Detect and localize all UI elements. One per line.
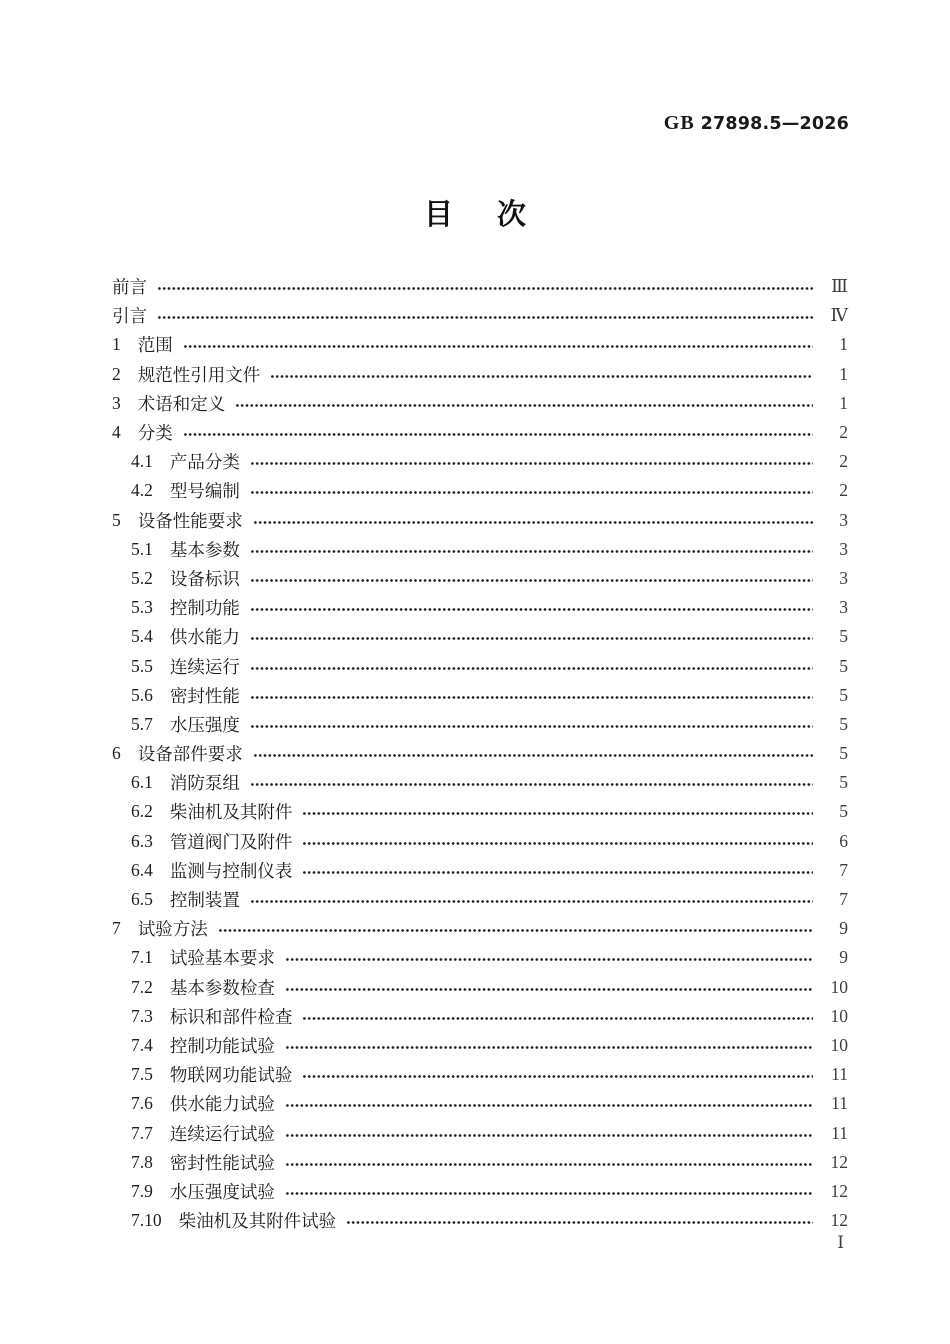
toc-page-number: 11 (831, 1122, 848, 1143)
dot-leader (250, 606, 813, 613)
footer-page-number: Ⅰ (837, 1233, 844, 1252)
toc-page-number: 5 (839, 743, 848, 764)
toc-page-number: 5 (839, 801, 848, 822)
toc-entry-label: 标识和部件检查 (169, 1006, 293, 1027)
toc-entry-label: 设备部件要求 (137, 744, 243, 765)
toc-row (112, 506, 848, 535)
page-title: 目 次 (423, 197, 527, 231)
toc-row (112, 827, 848, 856)
toc-row (112, 593, 848, 622)
toc-row (112, 710, 848, 739)
toc-entry-label: 物联网功能试验 (169, 1065, 293, 1086)
toc-row (112, 1206, 848, 1235)
dot-leader (302, 810, 813, 817)
toc-row (112, 272, 848, 301)
dot-leader (285, 1190, 813, 1197)
dot-leader (157, 314, 813, 321)
toc-row (112, 1089, 848, 1118)
toc-row (112, 1002, 848, 1031)
dot-leader (218, 927, 813, 934)
toc-page-number: 12 (830, 1180, 848, 1201)
toc-entry-label: 试验基本要求 (169, 948, 275, 969)
toc-entry-number: 7.8 (131, 1151, 153, 1172)
toc-entry-number: 5.2 (131, 567, 153, 588)
toc-row (112, 301, 848, 330)
toc-page-number: 1 (839, 334, 848, 355)
toc-page-number: 11 (831, 1064, 848, 1085)
toc-row (112, 622, 848, 651)
toc-row (112, 418, 848, 447)
dot-leader (250, 898, 813, 905)
toc-page-number: 5 (839, 684, 848, 705)
dot-leader (253, 752, 813, 759)
toc-row (112, 330, 848, 359)
dot-leader (285, 1044, 813, 1051)
toc-entry-label: 设备标识 (169, 568, 240, 589)
toc-row (112, 856, 848, 885)
dot-leader (253, 519, 813, 526)
toc-row (112, 973, 848, 1002)
toc-page-number: 5 (839, 713, 848, 734)
toc-row (112, 797, 848, 826)
dot-leader (346, 1219, 813, 1226)
toc-list (112, 272, 848, 1235)
toc-page-number: 10 (830, 976, 848, 997)
toc-entry-label: 基本参数 (169, 539, 240, 560)
toc-page-number: 10 (830, 1034, 848, 1055)
toc-entry-label: 连续运行 (169, 656, 240, 677)
toc-row (112, 1118, 848, 1147)
toc-entry-label: 密封性能 (169, 685, 240, 706)
toc-page-number: 7 (839, 859, 848, 880)
toc-entry-label: 密封性能试验 (169, 1152, 275, 1173)
toc-entry-number: 6.2 (131, 801, 153, 822)
toc-entry-number: 6.3 (131, 830, 153, 851)
toc-row (112, 1060, 848, 1089)
toc-entry-label: 设备性能要求 (137, 510, 243, 531)
toc-entry-number: 5 (112, 509, 121, 530)
toc-page-number: 9 (839, 918, 848, 939)
toc-entry-number: 4.1 (131, 451, 153, 472)
toc-entry-label: 规范性引用文件 (137, 364, 261, 385)
toc-page-number: 6 (839, 830, 848, 851)
toc-entry-label: 基本参数检查 (169, 977, 275, 998)
toc-page-number: 5 (839, 626, 848, 647)
toc-page-number: 12 (830, 1210, 848, 1231)
toc-entry-number: 5.6 (131, 684, 153, 705)
toc-entry-number: 7.5 (131, 1064, 153, 1085)
toc-row (112, 564, 848, 593)
toc-row (112, 681, 848, 710)
dot-leader (250, 548, 813, 555)
toc-row (112, 1148, 848, 1177)
toc-page-number: 9 (839, 947, 848, 968)
toc-page-number: 11 (831, 1093, 848, 1114)
dot-leader (302, 869, 813, 876)
toc-entry-number: 4 (112, 422, 121, 443)
dot-leader (285, 1132, 813, 1139)
dot-leader (183, 431, 813, 438)
toc-page-number: 3 (839, 538, 848, 559)
toc-page-number: 1 (839, 363, 848, 384)
toc-entry-label: 控制功能 (169, 598, 240, 619)
dot-leader (270, 373, 813, 380)
toc-entry-label: 供水能力试验 (169, 1094, 275, 1115)
toc-page-number: 5 (839, 655, 848, 676)
standard-code-prefix: GB (663, 112, 695, 134)
toc-entry-number: 7.6 (131, 1093, 153, 1114)
dot-leader (302, 840, 813, 847)
toc-entry-number: 7.4 (131, 1034, 153, 1055)
toc-row (112, 768, 848, 797)
toc-row (112, 651, 848, 680)
toc-entry-number: 5.3 (131, 597, 153, 618)
toc-entry-label: 控制功能试验 (169, 1035, 275, 1056)
toc-page-number: 5 (839, 772, 848, 793)
standard-code (664, 112, 849, 135)
toc-entry-number: 6.5 (131, 889, 153, 910)
toc-entry-number: 1 (112, 334, 121, 355)
toc-entry-label: 水压强度试验 (169, 1181, 275, 1202)
dot-leader (285, 956, 813, 963)
dot-leader (235, 402, 813, 409)
toc-entry-number: 5.7 (131, 713, 153, 734)
dot-leader (250, 723, 813, 730)
toc-entry-number: 3 (112, 392, 121, 413)
toc-entry-number: 7.7 (131, 1122, 153, 1143)
toc-page-number: 2 (839, 451, 848, 472)
toc-entry-number: 7.2 (131, 976, 153, 997)
toc-entry-number: 5.5 (131, 655, 153, 676)
toc-page-number: 7 (839, 889, 848, 910)
dot-leader (250, 460, 813, 467)
toc-entry-number: 2 (112, 363, 121, 384)
toc-entry-number: 4.2 (131, 480, 153, 501)
dot-leader (157, 285, 813, 292)
toc-entry-number: 7 (112, 918, 121, 939)
dot-leader (285, 1102, 813, 1109)
toc-entry-label: 前言 (112, 277, 147, 298)
toc-entry-label: 型号编制 (169, 481, 240, 502)
toc-row (112, 389, 848, 418)
toc-entry-number: 6 (112, 743, 121, 764)
toc-row (112, 914, 848, 943)
dot-leader (250, 665, 813, 672)
toc-row (112, 885, 848, 914)
dot-leader (285, 986, 813, 993)
toc-entry-number: 7.1 (131, 947, 153, 968)
toc-entry-label: 监测与控制仪表 (169, 860, 293, 881)
toc-page-number: 3 (839, 509, 848, 530)
toc-entry-number: 6.1 (131, 772, 153, 793)
toc-entry-number: 5.1 (131, 538, 153, 559)
toc-row (112, 1031, 848, 1060)
toc-page-number: 2 (839, 422, 848, 443)
toc-entry-label: 管道阀门及附件 (169, 831, 293, 852)
dot-leader (250, 489, 813, 496)
toc-entry-number: 7.10 (131, 1210, 162, 1231)
toc-row (112, 476, 848, 505)
toc-entry-number: 7.9 (131, 1180, 153, 1201)
toc-page-number: Ⅳ (830, 305, 848, 326)
toc-entry-label: 供水能力 (169, 627, 240, 648)
toc-entry-label: 柴油机及其附件 (169, 802, 293, 823)
toc-entry-label: 控制装置 (169, 890, 240, 911)
toc-entry-label: 连续运行试验 (169, 1123, 275, 1144)
toc-entry-label: 术语和定义 (137, 393, 226, 414)
toc-page-number: 12 (830, 1151, 848, 1172)
dot-leader (250, 781, 813, 788)
toc-page-number: 2 (839, 480, 848, 501)
dot-leader (250, 635, 813, 642)
toc-row (112, 535, 848, 564)
toc-row (112, 943, 848, 972)
toc-entry-label: 分类 (137, 423, 173, 444)
toc-entry-number: 6.4 (131, 859, 153, 880)
toc-entry-number: 7.3 (131, 1005, 153, 1026)
toc-entry-label: 产品分类 (169, 452, 240, 473)
dot-leader (285, 1161, 813, 1168)
toc-row (112, 360, 848, 389)
toc-entry-label: 柴油机及其附件试验 (178, 1211, 337, 1232)
toc-page-number: 3 (839, 567, 848, 588)
dot-leader (250, 694, 813, 701)
toc-entry-label: 试验方法 (137, 919, 208, 940)
toc-row (112, 1177, 848, 1206)
toc-row (112, 447, 848, 476)
toc-entry-label: 水压强度 (169, 714, 240, 735)
toc-page-number: 3 (839, 597, 848, 618)
dot-leader (183, 343, 813, 350)
toc-page-number: Ⅲ (831, 276, 848, 297)
dot-leader (302, 1015, 813, 1022)
dot-leader (302, 1073, 813, 1080)
toc-entry-label: 引言 (112, 306, 147, 327)
toc-page-number: 1 (839, 392, 848, 413)
toc-page-number: 10 (830, 1005, 848, 1026)
toc-entry-number: 5.4 (131, 626, 153, 647)
toc-row (112, 739, 848, 768)
toc-entry-label: 消防泵组 (169, 773, 240, 794)
toc-entry-label: 范围 (137, 335, 173, 356)
dot-leader (250, 577, 813, 584)
standard-code-number: 27898.5—2026 (700, 114, 849, 134)
